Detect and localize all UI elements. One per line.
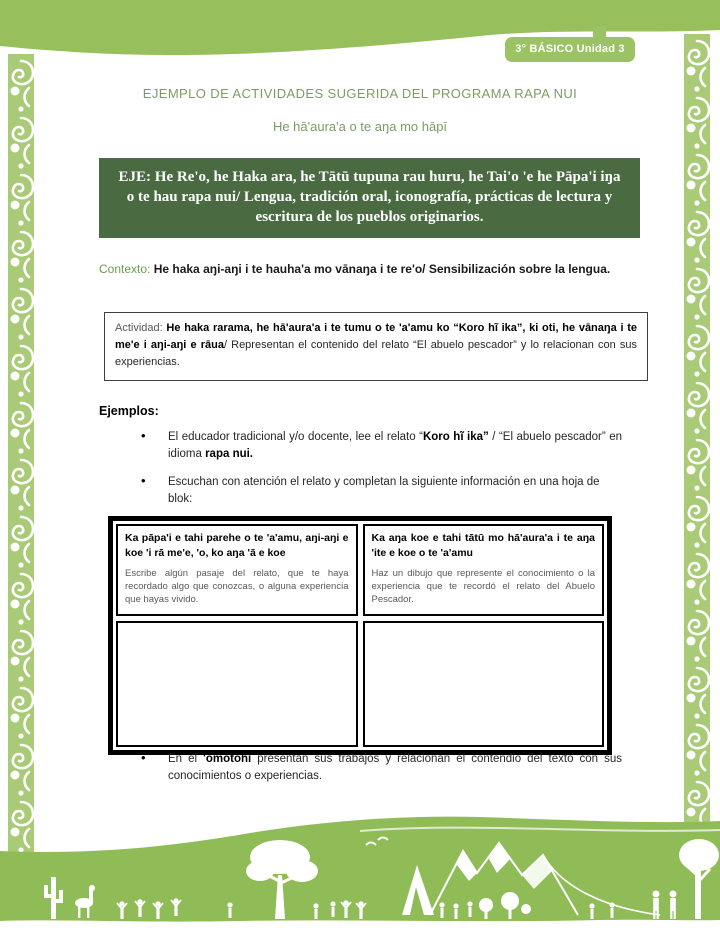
- actividad-label: Actividad:: [115, 322, 167, 334]
- page-title: EJEMPLO DE ACTIVIDADES SUGERIDA DEL PROGRAMA RAPA NUI: [142, 86, 578, 101]
- bullet-icon: •: [141, 473, 146, 488]
- contexto-text: He haka aŋi-aŋi i te hauha'a mo vānaŋa i te re'o/ Sensibilización sobre la lengua.: [150, 262, 611, 276]
- activity-table: [108, 516, 612, 755]
- bullet1-mid: / “El abuelo pescador” en idioma: [168, 431, 622, 460]
- list-item: [141, 429, 622, 462]
- bullet-icon: •: [141, 428, 146, 443]
- actividad-spanish-text: / Representan el contenido del relato “El abuelo pescador” y lo relacionan con sus experiencias.: [115, 339, 637, 368]
- unit-badge: 3° BÁSICO Unidad 3: [505, 37, 635, 62]
- table-header-left-rapanui: Ka pāpa'i e tahi parehe o te 'a'amu, aŋi-aŋi e koe 'i rā me'e, 'o, ko aŋa 'ā e koe: [125, 532, 349, 559]
- table-header-left: [116, 524, 358, 616]
- bullet3-post: presentan sus trabajos y relacionan el contendio del texto con sus conocimientos o experiencias.: [168, 753, 622, 782]
- landscape-footer-icon: [0, 815, 720, 932]
- table-header-right-rapanui: Ka aŋa koe e tahi tātū mo hā'aura'a i te aŋa 'ite e koe o te 'a'amu: [371, 532, 595, 559]
- ejemplos-heading: Ejemplos:: [99, 404, 159, 418]
- list-item-text: [168, 751, 622, 784]
- answer-box-left: [116, 621, 358, 747]
- answer-box-right: [363, 621, 605, 747]
- list-item-text: [168, 429, 622, 462]
- list-item: [141, 751, 622, 784]
- koru-border-right-icon: [682, 34, 712, 822]
- bullet-icon: •: [141, 750, 146, 765]
- list-item-text: Escuchan con atención el relato y completan la siguiente información en una hoja de blok:: [168, 476, 600, 505]
- bullet1-lang: rapa nui.: [205, 447, 254, 460]
- koru-border-left-icon: [8, 54, 34, 860]
- contexto-label: Contexto:: [99, 262, 151, 276]
- bullet1-pre: El educador tradicional y/o docente, lee el relato “: [168, 431, 423, 443]
- table-header-left-spanish: Escribe algún pasaje del relato, que te haya recordado algo que conozcas, o alguna experiencia que hayas vivido.: [125, 568, 349, 605]
- page-subtitle: He hā'aura'a o te aŋa mo hāpī: [272, 119, 448, 134]
- actividad-box: [104, 312, 648, 381]
- eje-box: EJE: He Re'o, he Haka ara, he Tātū tupuna rau huru, he Tai'o 'e he Pāpa'i iŋa o te hau rapa nui/ Lengua, tradición oral, iconografía, prácticas de lectura y escritura de los pueblos originarios.: [99, 158, 640, 238]
- bullet3-term: 'omotohi: [203, 753, 252, 765]
- actividad-rapanui-text: He haka rarama, he hā'aura'a i te tumu o te 'a'amu ko “Koro hĩ ika”, ki oti, he vānaŋa i te me'e i aŋi-aŋi e rāua: [115, 322, 638, 351]
- table-header-right-spanish: Haz un dibujo que represente el conocimiento o la experiencia que te recordó el relato del Abuelo Pescador.: [371, 568, 595, 605]
- bullet1-title: Koro hĩ ika”: [422, 431, 489, 443]
- list-item: [141, 474, 622, 507]
- contexto-line: [99, 261, 645, 277]
- table-header-right: [363, 524, 605, 616]
- bullet3-pre: En el: [168, 753, 204, 765]
